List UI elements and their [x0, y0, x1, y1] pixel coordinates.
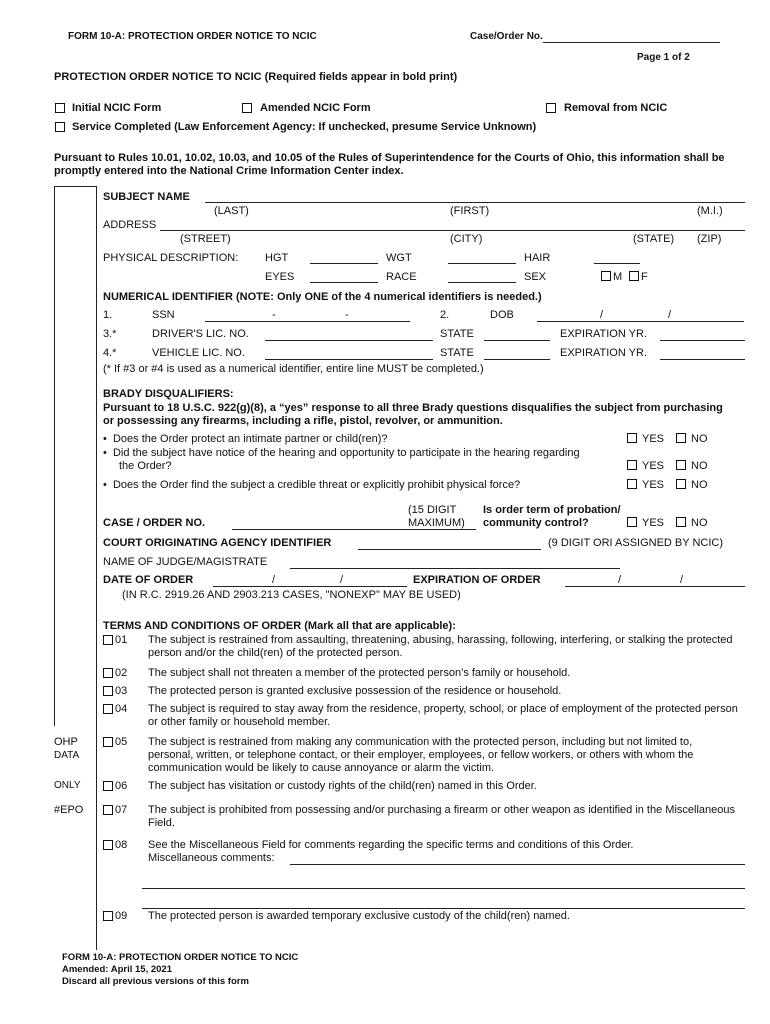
judge-field[interactable]: [290, 568, 620, 569]
ssn-field[interactable]: [205, 321, 410, 322]
misc-comments-line-1[interactable]: [290, 864, 745, 865]
hair-label: HAIR: [524, 252, 551, 264]
footer-discard: Discard all previous versions of this form: [62, 976, 249, 987]
ori-note: (9 DIGIT ORI ASSIGNED BY NCIC): [548, 537, 724, 549]
n2-label: 2.: [440, 309, 450, 321]
vl-expiration-field[interactable]: [660, 359, 745, 360]
brady-q2: • Did the subject have notice of the hearing and opportunity to participate in the hearing regarding: [103, 447, 580, 459]
brady-q1: • Does the Order protect an intimate partner or child(ren)?: [103, 433, 388, 445]
term-03-text: The protected person is granted exclusive possession of the residence or household.: [148, 685, 562, 697]
sex-f-label: F: [641, 271, 648, 283]
state-label: (STATE): [633, 233, 675, 245]
q3-yes-label: YES: [642, 479, 665, 491]
initial-ncic-checkbox[interactable]: [55, 103, 65, 113]
case-order-label: Case/Order No.: [470, 31, 543, 42]
sex-label: SEX: [524, 271, 547, 283]
agency-identifier-label: COURT ORIGINATING AGENCY IDENTIFIER: [103, 537, 332, 549]
exp-slash-2: /: [680, 574, 684, 586]
q1-yes-checkbox[interactable]: [627, 433, 637, 443]
term-04-checkbox[interactable]: [103, 704, 113, 714]
brady-q3: • Does the Order find the subject a credible threat or explicitly prohibit physical force?: [103, 479, 521, 491]
dob-label: DOB: [490, 309, 514, 321]
drivers-lic-label: DRIVER'S LIC. NO.: [152, 328, 249, 340]
probation-label-1: Is order term of probation/: [483, 504, 621, 516]
wgt-label: WGT: [386, 252, 412, 264]
brady-heading: BRADY DISQUALIFIERS:: [103, 388, 234, 400]
dl-expiration-label: EXPIRATION YR.: [560, 328, 648, 340]
numerical-identifier-heading: NUMERICAL IDENTIFIER (NOTE: Only ONE of the 4 numerical identifiers is needed.): [103, 291, 542, 303]
last-label: (LAST): [214, 205, 249, 217]
dl-expiration-field[interactable]: [660, 340, 745, 341]
zip-label: (ZIP): [697, 233, 722, 245]
removal-ncic-label: Removal from NCIC: [564, 102, 668, 114]
q2-yes-checkbox[interactable]: [627, 460, 637, 470]
sex-f-checkbox[interactable]: [629, 271, 639, 281]
term-09-num: 09: [115, 910, 128, 922]
term-07-checkbox[interactable]: [103, 805, 113, 815]
race-field[interactable]: [448, 282, 516, 283]
brady-q2-text: Did the subject have notice of the hearing and opportunity to participate in the hearing regarding: [112, 447, 580, 459]
misc-comments-line-3[interactable]: [142, 908, 745, 909]
side-data: DATA: [54, 750, 80, 761]
address-field[interactable]: [160, 230, 745, 231]
date-of-order-field[interactable]: [213, 586, 407, 587]
vl-state-field[interactable]: [484, 359, 550, 360]
physical-description-label: PHYSICAL DESCRIPTION:: [103, 252, 239, 264]
n3-label: 3.*: [103, 328, 117, 340]
hgt-field[interactable]: [310, 263, 378, 264]
subject-name-field[interactable]: [205, 202, 745, 203]
hgt-label: HGT: [265, 252, 289, 264]
nonexp-note: (IN R.C. 2919.26 AND 2903.213 CASES, "NONEXP" MAY BE USED): [122, 589, 461, 601]
term-01-checkbox[interactable]: [103, 635, 113, 645]
case-order-no-field[interactable]: [232, 529, 476, 530]
eyes-field[interactable]: [310, 282, 378, 283]
footer-amended: Amended: April 15, 2021: [62, 964, 172, 975]
dob-slash-2: /: [668, 309, 672, 321]
intro-text: Pursuant to Rules 10.01, 10.02, 10.03, and 10.05 of the Rules of Superintendence for the Courts of Ohio, this information shall be promptly entered into the National Crime Information Center index.: [54, 152, 725, 177]
term-05-text: The subject is restrained from making any communication with the protected person, including but not limited to, personal, written, or telephone contact, or their employer, employees, or fellow workers, or others with whom the communication would be likely to cause annoyance or alarm the victim.: [148, 736, 694, 774]
brady-q2-cont: the Order?: [119, 460, 172, 472]
misc-comments-line-2[interactable]: [142, 888, 745, 889]
term-05-num: 05: [115, 736, 128, 748]
probation-no-label: NO: [691, 517, 708, 529]
q3-no-checkbox[interactable]: [676, 479, 686, 489]
sex-m-label: M: [613, 271, 623, 283]
ssn-label: SSN: [152, 309, 175, 321]
first-label: (FIRST): [450, 205, 490, 217]
term-04-text: The subject is required to stay away from the residence, property, school, or place of employment of the protected person or other family or household member.: [148, 703, 738, 728]
page-number: Page 1 of 2: [637, 52, 690, 63]
misc-comments-label: Miscellaneous comments:: [148, 852, 275, 864]
side-ohp: OHP: [54, 736, 78, 748]
term-02-num: 02: [115, 667, 128, 679]
term-08-checkbox[interactable]: [103, 840, 113, 850]
probation-yes-label: YES: [642, 517, 665, 529]
dl-state-field[interactable]: [484, 340, 550, 341]
q3-no-label: NO: [691, 479, 708, 491]
term-06-checkbox[interactable]: [103, 781, 113, 791]
race-label: RACE: [386, 271, 417, 283]
amended-ncic-label: Amended NCIC Form: [260, 102, 371, 114]
ssn-dash-1: -: [272, 309, 276, 321]
amended-ncic-checkbox[interactable]: [242, 103, 252, 113]
sex-m-checkbox[interactable]: [601, 271, 611, 281]
dob-field[interactable]: [537, 321, 744, 322]
q2-no-checkbox[interactable]: [676, 460, 686, 470]
side-only: ONLY: [54, 780, 81, 791]
bracket-top: [54, 186, 96, 187]
date-slash-1: /: [272, 574, 276, 586]
dob-slash-1: /: [600, 309, 604, 321]
hair-field[interactable]: [594, 263, 640, 264]
judge-label: NAME OF JUDGE/MAGISTRATE: [103, 556, 268, 568]
page-title: PROTECTION ORDER NOTICE TO NCIC (Required fields appear in bold print): [54, 71, 458, 83]
removal-ncic-checkbox[interactable]: [546, 103, 556, 113]
term-06-text: The subject has visitation or custody rights of the child(ren) named in this Order.: [148, 780, 537, 792]
term-02-checkbox[interactable]: [103, 668, 113, 678]
term-07-num: 07: [115, 804, 128, 816]
q1-yes-label: YES: [642, 433, 665, 445]
service-completed-checkbox[interactable]: [55, 122, 65, 132]
q2-yes-label: YES: [642, 460, 665, 472]
probation-no-checkbox[interactable]: [676, 517, 686, 527]
footer-form-title: FORM 10-A: PROTECTION ORDER NOTICE TO NCIC: [62, 952, 299, 963]
n1-label: 1.: [103, 309, 113, 321]
numerical-note: (* If #3 or #4 is used as a numerical identifier, entire line MUST be completed.): [103, 363, 484, 375]
probation-label-2: community control?: [483, 517, 589, 529]
expiration-of-order-field[interactable]: [565, 586, 745, 587]
term-08-num: 08: [115, 839, 128, 851]
brady-text: Pursuant to 18 U.S.C. 922(g)(8), a “yes” response to all three Brady questions disqualifies the subject from purchasing or possessing any firearms, including a rifle, pistol, revolver, or ammunition.: [103, 402, 723, 427]
drivers-lic-field[interactable]: [265, 340, 433, 341]
term-01-text: The subject is restrained from assaulting, threatening, abusing, harassing, following, interfering, or stalking the protected person and/or the child(ren) of the protected person.: [148, 634, 733, 659]
date-of-order-label: DATE OF ORDER: [103, 574, 194, 586]
bracket-left: [54, 186, 55, 726]
city-label: (CITY): [450, 233, 483, 245]
exp-slash-1: /: [618, 574, 622, 586]
term-06-num: 06: [115, 780, 128, 792]
terms-heading: TERMS AND CONDITIONS OF ORDER (Mark all that are applicable):: [103, 620, 456, 632]
ssn-dash-2: -: [345, 309, 349, 321]
term-02-text: The subject shall not threaten a member of the protected person’s family or household.: [148, 667, 571, 679]
term-09-checkbox[interactable]: [103, 911, 113, 921]
term-07-text: The subject is prohibited from possessing and/or purchasing a firearm or other weapon as identified in the Miscellaneous Field.: [148, 804, 735, 829]
side-epo: #EPO: [54, 804, 84, 816]
vehicle-lic-label: VEHICLE LIC. NO.: [152, 347, 245, 359]
eyes-label: EYES: [265, 271, 295, 283]
term-01-num: 01: [115, 634, 128, 646]
expiration-of-order-label: EXPIRATION OF ORDER: [413, 574, 541, 586]
vl-expiration-label: EXPIRATION YR.: [560, 347, 648, 359]
brady-q3-text: Does the Order find the subject a credible threat or explicitly prohibit physical force?: [112, 479, 521, 491]
term-08-text: See the Miscellaneous Field for comments regarding the specific terms and conditions of this Order.: [148, 839, 634, 851]
subject-name-label: SUBJECT NAME: [103, 191, 190, 203]
vl-state-label: STATE: [440, 347, 474, 359]
initial-ncic-label: Initial NCIC Form: [72, 102, 162, 114]
dl-state-label: STATE: [440, 328, 474, 340]
wgt-field[interactable]: [448, 263, 516, 264]
probation-yes-checkbox[interactable]: [627, 517, 637, 527]
term-04-num: 04: [115, 703, 128, 715]
q1-no-label: NO: [691, 433, 708, 445]
address-label: ADDRESS: [103, 219, 157, 231]
form-header-title: FORM 10-A: PROTECTION ORDER NOTICE TO NCIC: [68, 31, 317, 42]
term-05-checkbox[interactable]: [103, 737, 113, 747]
side-bracket: [96, 186, 97, 950]
term-03-num: 03: [115, 685, 128, 697]
agency-identifier-field[interactable]: [358, 549, 541, 550]
street-label: (STREET): [180, 233, 231, 245]
service-completed-label: Service Completed (Law Enforcement Agency: If unchecked, presume Service Unknown): [72, 121, 537, 133]
date-slash-2: /: [340, 574, 344, 586]
term-09-text: The protected person is awarded temporary exclusive custody of the child(ren) named.: [148, 910, 570, 922]
vehicle-lic-field[interactable]: [265, 359, 433, 360]
case-maximum-label: MAXIMUM): [408, 517, 465, 529]
q1-no-checkbox[interactable]: [676, 433, 686, 443]
n4-label: 4.*: [103, 347, 117, 359]
term-03-checkbox[interactable]: [103, 686, 113, 696]
q3-yes-checkbox[interactable]: [627, 479, 637, 489]
mi-label: (M.I.): [697, 205, 723, 217]
q2-no-label: NO: [691, 460, 708, 472]
case-order-field[interactable]: [543, 42, 720, 43]
brady-q1-text: Does the Order protect an intimate partner or child(ren)?: [112, 433, 388, 445]
case-order-no-label: CASE / ORDER NO.: [103, 517, 206, 529]
case-digits-label: (15 DIGIT: [408, 504, 457, 516]
